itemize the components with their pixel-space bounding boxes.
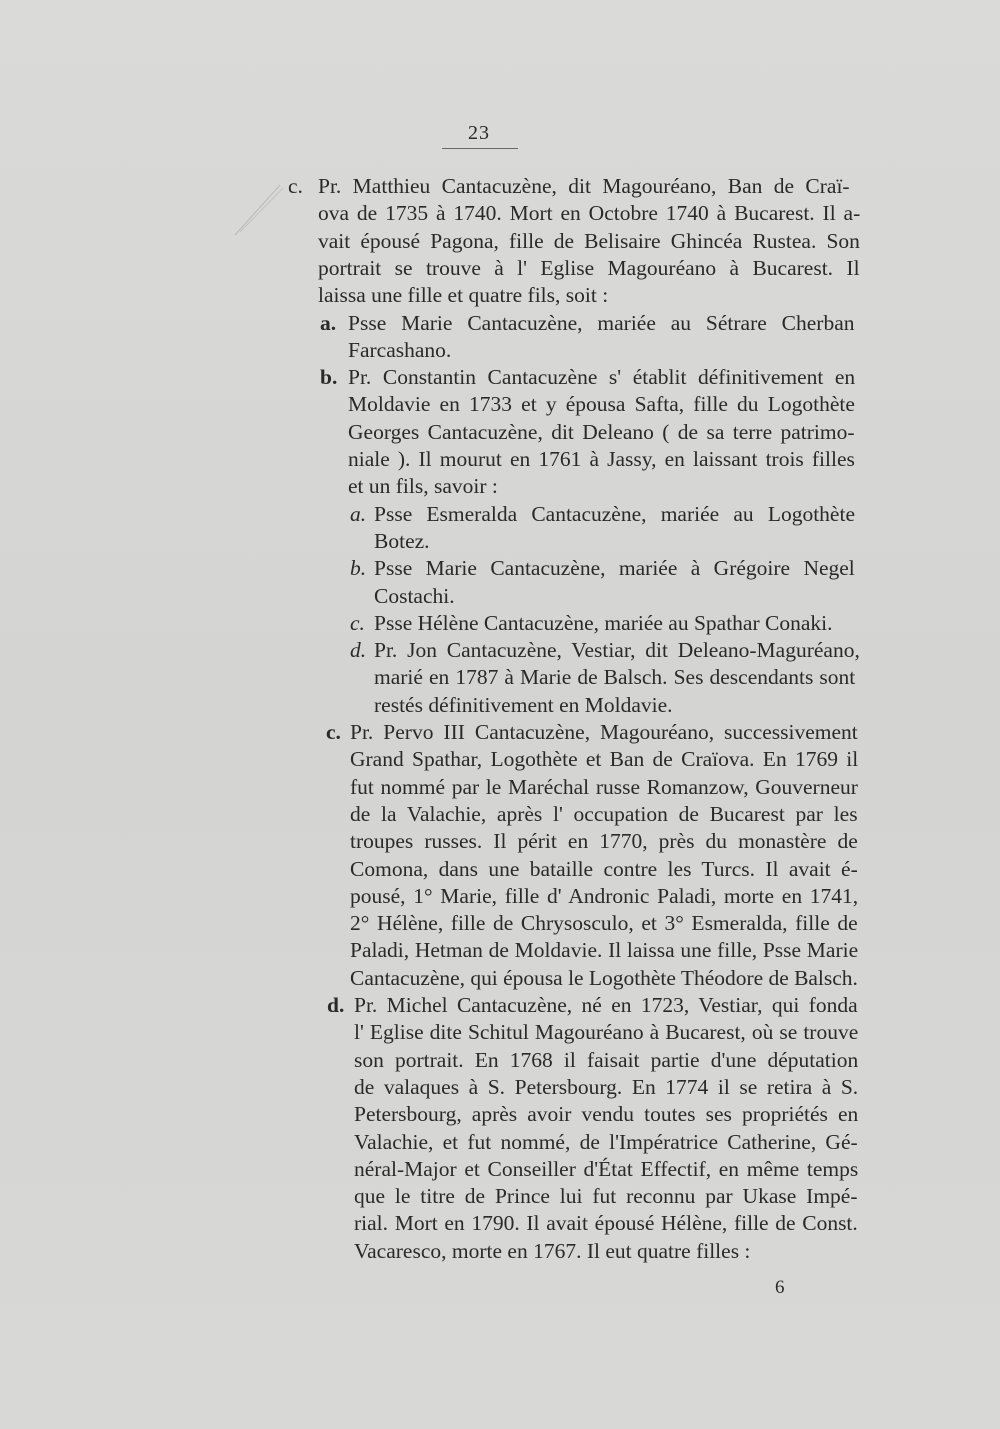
signature-mark: 6: [775, 1277, 785, 1298]
text-line: vait épousé Pagona, fille de Belisaire Ghincéa Rustea. Son: [318, 228, 860, 253]
text-line: Pr. Pervo III Cantacuzène, Magouréano, successivement: [350, 720, 858, 744]
header-rule: [442, 148, 518, 149]
item-marker: b.: [320, 365, 338, 390]
text-line: néral-Major et Conseiller d'État Effectif, en même temps: [354, 1156, 859, 1181]
item-marker: d.: [327, 993, 345, 1017]
text-line: Psse Esmeralda Cantacuzène, mariée au Logothète: [374, 501, 855, 526]
text-line: Petersbourg, après avoir vendu toutes ses propriétés en: [354, 1102, 859, 1127]
text-line: niale ). Il mourut en 1761 à Jassy, en laissant trois filles: [348, 447, 855, 471]
text-line: Grand Spathar, Logothète et Ban de Craïova. En 1769 il: [350, 747, 859, 772]
text-line: son portrait. En 1768 il faisait partie d'une députation: [354, 1047, 859, 1072]
text-line: Moldavie en 1733 et y épousa Safta, fille du Logothète: [348, 392, 855, 417]
text-line: et un fils, savoir :: [348, 474, 498, 499]
item-marker: a.: [350, 501, 367, 526]
text-line: Pr. Constantin Cantacuzène s' établit définitivement en: [348, 365, 856, 390]
item-marker: d.: [350, 638, 367, 663]
text-line: Farcashano.: [348, 337, 452, 362]
text-line: ova de 1735 à 1740. Mort en Octobre 1740 à Bucarest. Il a-: [318, 201, 861, 226]
text-line: Psse Marie Cantacuzène, mariée à Grégoire Negel: [374, 556, 855, 581]
text-line: portrait se trouve à l' Eglise Magouréano à Bucarest. Il: [318, 255, 860, 280]
text-line: rial. Mort en 1790. Il avait épousé Hélène, fille de Const.: [354, 1211, 858, 1236]
text-line: Comona, dans une bataille contre les Turcs. Il avait é-: [350, 856, 858, 881]
item-marker: b.: [350, 556, 367, 581]
text-line: Vacaresco, morte en 1767. Il eut quatre filles :: [354, 1238, 751, 1263]
text-line: Valachie, et fut nommé, de l'Impératrice Catherine, Gé-: [354, 1129, 858, 1154]
text-line: Pr. Jon Cantacuzène, Vestiar, dit Deleano-Maguréano,: [374, 638, 860, 663]
item-marker: c.: [350, 610, 365, 635]
text-line: laissa une fille et quatre fils, soit :: [318, 283, 609, 308]
text-line: pousé, 1° Marie, fille d' Andronic Paladi, morte en 1741,: [350, 883, 859, 908]
text-line: troupes russes. Il périt en 1770, près du monastère de: [350, 829, 858, 854]
text-line: Costachi.: [374, 583, 455, 608]
text-line: marié en 1787 à Marie de Balsch. Ses descendants sont: [374, 665, 856, 690]
text-line: Georges Cantacuzène, dit Deleano ( de sa terre patrimo-: [348, 419, 855, 444]
text-line: Pr. Michel Cantacuzène, né en 1723, Vestiar, qui fonda: [354, 993, 858, 1017]
text-line: Cantacuzène, qui épousa le Logothète Théodore de Balsch.: [350, 965, 858, 990]
item-marker: a.: [320, 310, 337, 335]
text-line: Psse Hélène Cantacuzène, mariée au Spathar Conaki.: [374, 610, 833, 635]
item-marker: c.: [326, 720, 341, 744]
text-line: Botez.: [374, 528, 430, 553]
item-marker: c.: [288, 174, 303, 198]
pencil-scratch-mark: [225, 180, 285, 240]
text-line: restés définitivement en Moldavie.: [374, 692, 673, 717]
text-line: Paladi, Hetman de Moldavie. Il laissa une fille, Psse Marie: [350, 938, 859, 963]
text-line: l' Eglise dite Schitul Magouréano à Bucarest, où se trouve: [354, 1020, 859, 1045]
text-line: Psse Marie Cantacuzène, mariée au Sétrare Cherban: [348, 310, 855, 335]
text-line: fut nommé par le Maréchal russe Romanzow, Gouverneur: [350, 774, 858, 799]
text-line: Pr. Matthieu Cantacuzène, dit Magouréano, Ban de Craï-: [318, 174, 850, 198]
text-line: que le titre de Prince lui fut reconnu par Ukase Impé-: [354, 1184, 858, 1209]
page-number: 23: [468, 122, 490, 144]
text-line: 2° Hélène, fille de Chrysosculo, et 3° Esmeralda, fille de: [350, 911, 858, 936]
text-line: de valaques à S. Petersbourg. En 1774 il se retira à S.: [354, 1074, 859, 1099]
text-line: de la Valachie, après l' occupation de Bucarest par les: [350, 801, 858, 826]
